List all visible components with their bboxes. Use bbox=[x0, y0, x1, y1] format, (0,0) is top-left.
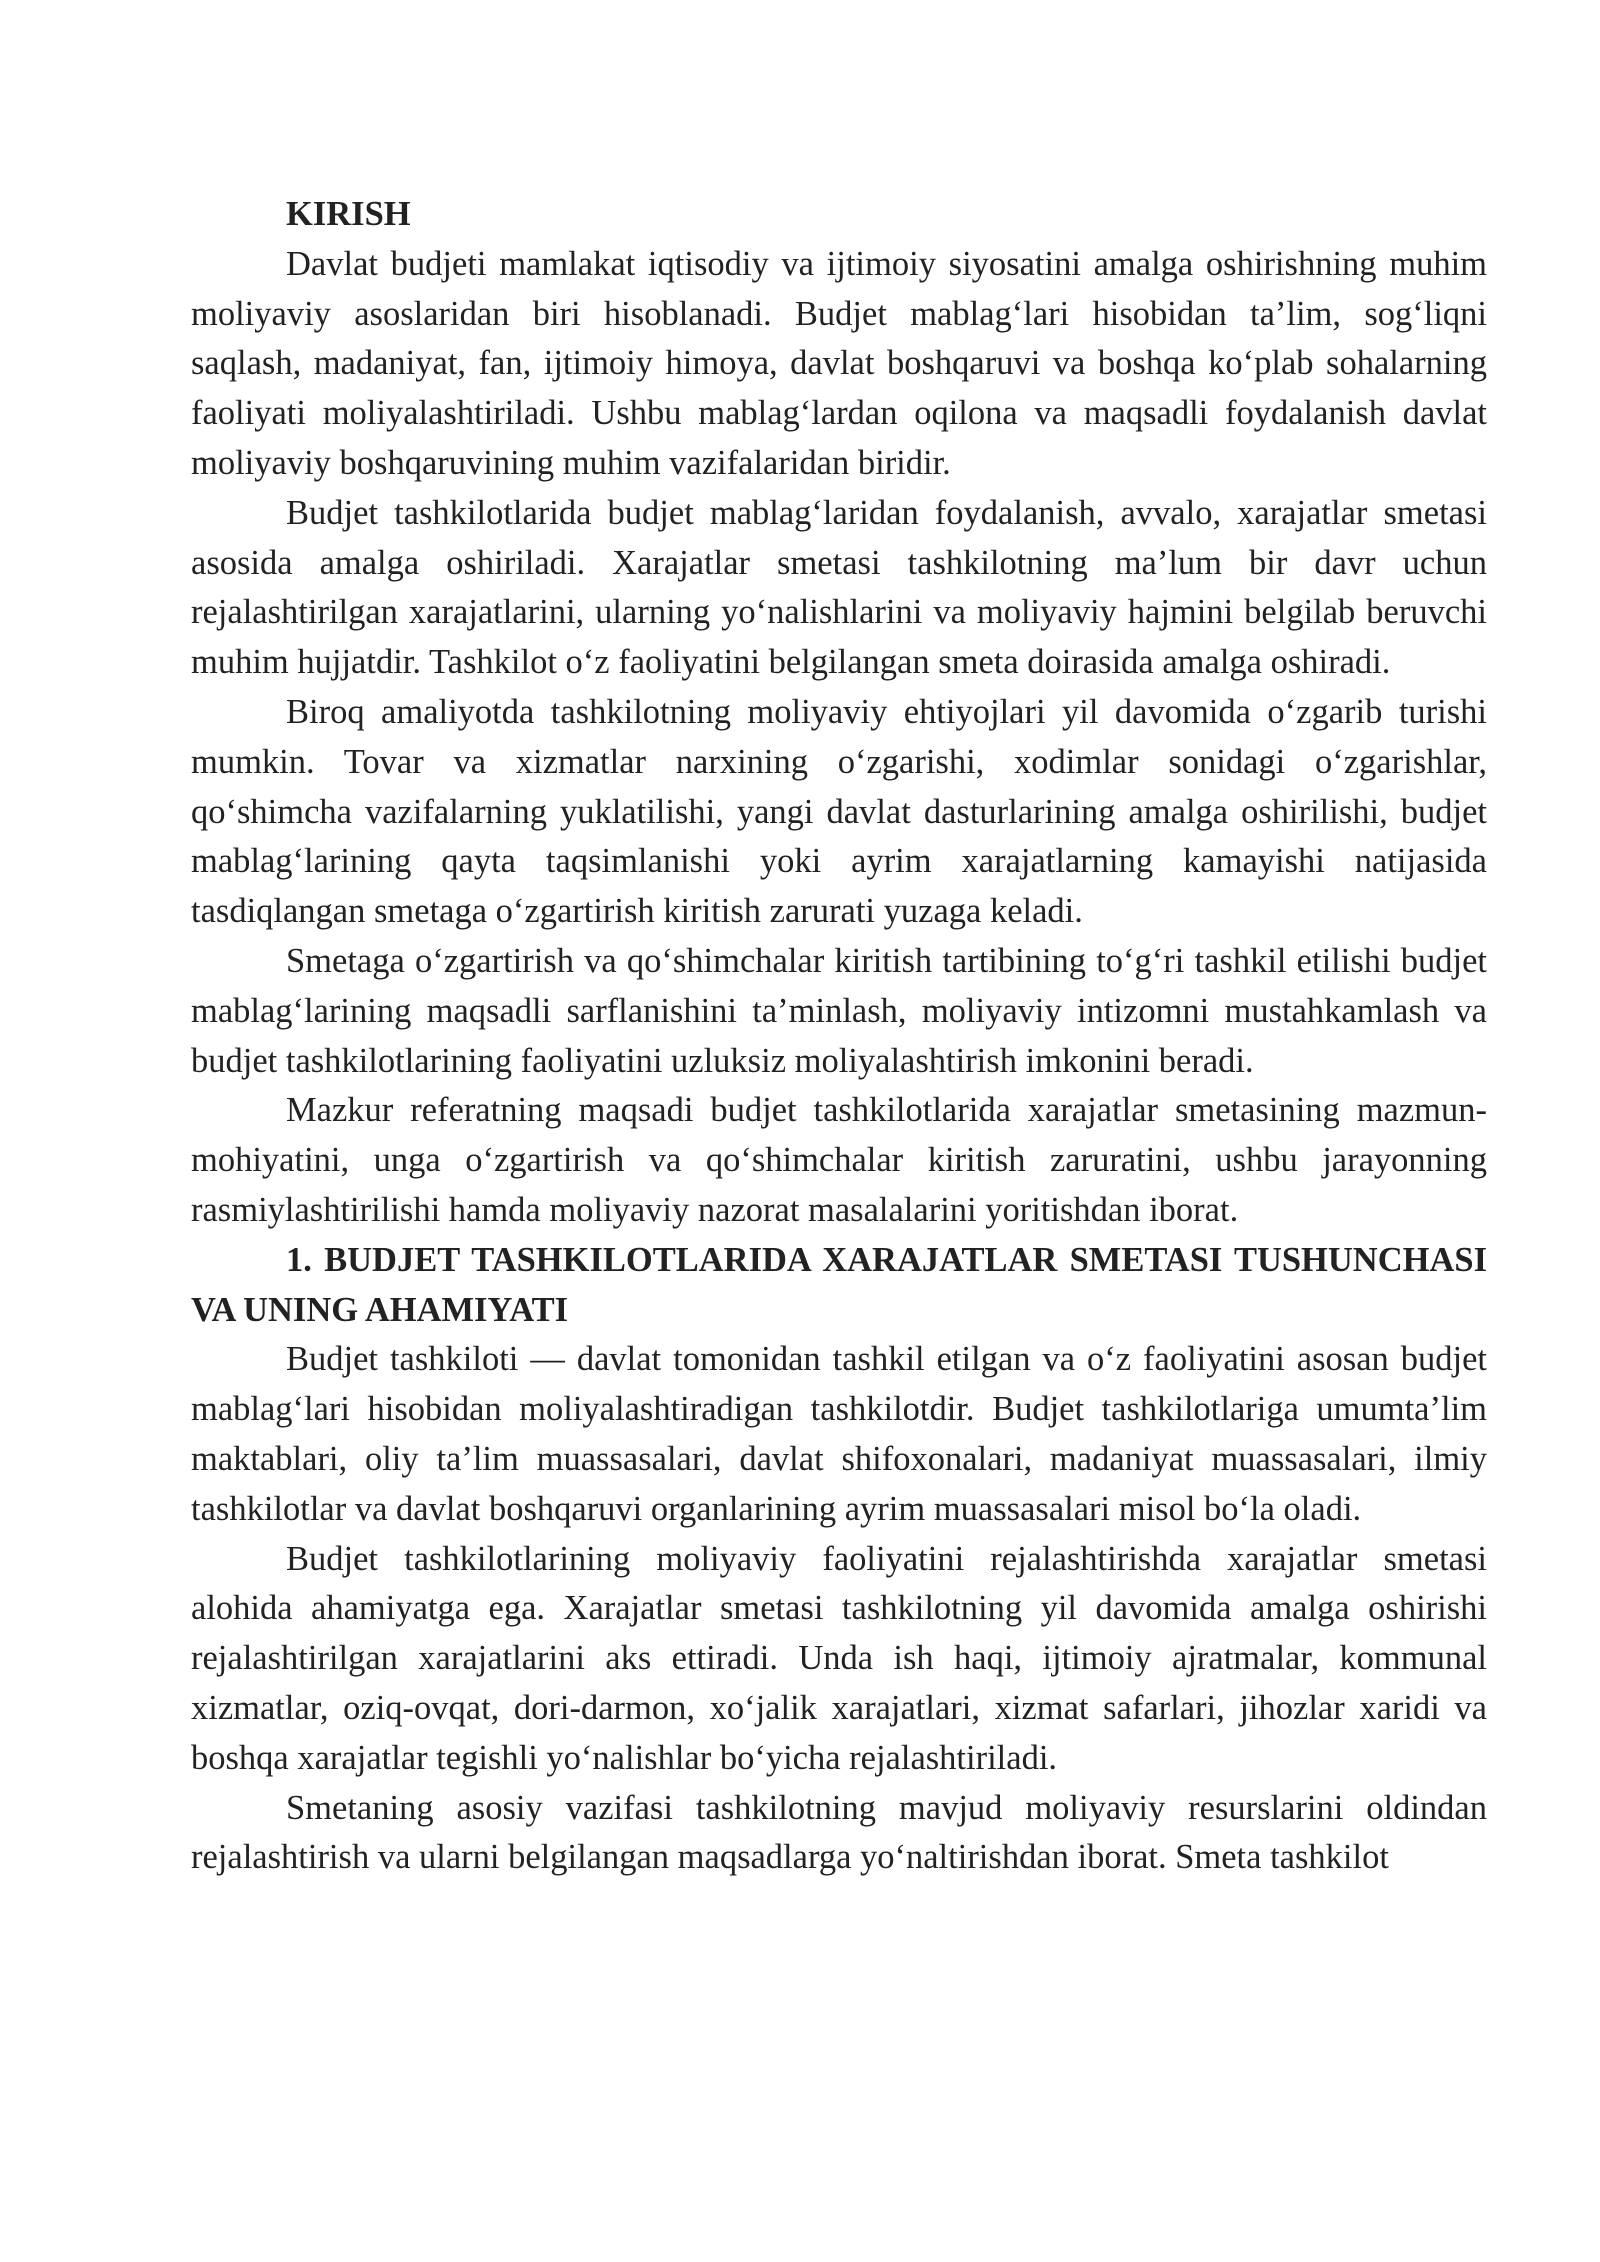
section-1-paragraph-3: Smetaning asosiy vazifasi tashkilotning mavjud moliyaviy resurslarini oldindan rejalashtirish va ularni belgilangan maqsadlarga yo‘naltirishdan iborat. Smeta tashkilot bbox=[191, 1788, 1487, 1877]
section-1-paragraph-1: Budjet tashkiloti — davlat tomonidan tashkil etilgan va o‘z faoliyatini asosan budjet mablag‘lari hisobidan moliyalashtiradigan tashkilotdir. Budjet tashkilotlariga umumta’lim maktablari, oliy ta’lim muassasalari, davlat shifoxonalari, madaniyat muassasalari, ilmiy tashkilotlar va davlat boshqaruvi organlarining ayrim muassasalari misol bo‘la oladi. bbox=[191, 1340, 1487, 1528]
intro-paragraph-1: Davlat budjeti mamlakat iqtisodiy va ijtimoiy siyosatini amalga oshirishning muhim moliyaviy asoslaridan biri hisoblanadi. Budjet mablag‘lari hisobidan ta’lim, sog‘liqni saqlash, madaniyat, fan, ijtimoiy himoya, davlat boshqaruvi va boshqa ko‘plab sohalarning faoliyati moliyalashtiriladi. Ushbu mablag‘lardan oqilona va maqsadli foydalanish davlat moliyaviy boshqaruvining muhim vazifalaridan biridir. bbox=[191, 244, 1487, 482]
intro-paragraph-4: Smetaga o‘zgartirish va qo‘shimchalar kiritish tartibining to‘g‘ri tashkil etilishi budjet mablag‘larining maqsadli sarflanishini ta’minlash, moliyaviy intizomni mustahkamlash va budjet tashkilotlarining faoliyatini uzluksiz moliyalashtirish imkonini beradi. bbox=[191, 941, 1487, 1080]
intro-heading: KIRISH bbox=[286, 195, 411, 233]
document-body bbox=[191, 190, 1487, 1883]
intro-paragraph-3: Biroq amaliyotda tashkilotning moliyaviy ehtiyojlari yil davomida o‘zgarib turishi mumkin. Tovar va xizmatlar narxining o‘zgarishi, xodimlar sonidagi o‘zgarishlar, qo‘shimcha vazifalarning yuklatilishi, yangi davlat dasturlarining amalga oshirilishi, budjet mablag‘larining qayta taqsimlanishi yoki ayrim xarajatlarning kamayishi natijasida tasdiqlangan smetaga o‘zgartirish kiritish zarurati yuzaga keladi. bbox=[191, 692, 1487, 931]
section-1-heading: 1. BUDJET TASHKILOTLARIDA XARAJATLAR SMETASI TUSHUNCHASI VA UNING AHAMIYATI bbox=[191, 1240, 1487, 1329]
section-1-paragraph-2: Budjet tashkilotlarining moliyaviy faoliyatini rejalashtirishda xarajatlar smetasi alohida ahamiyatga ega. Xarajatlar smetasi tashkilotning yil davomida amalga oshirishi rejalashtirilgan xarajatlarini aks ettiradi. Unda ish haqi, ijtimoiy ajratmalar, kommunal xizmatlar, oziq-ovqat, dori-darmon, xo‘jalik xarajatlari, xizmat safarlari, jihozlar xaridi va boshqa xarajatlar tegishli yo‘nalishlar bo‘yicha rejalashtiriladi. bbox=[191, 1539, 1487, 1777]
intro-paragraph-5: Mazkur referatning maqsadi budjet tashkilotlarida xarajatlar smetasining mazmun-mohiyatini, unga o‘zgartirish va qo‘shimchalar kiritish zaruratini, ushbu jarayonning rasmiylashtirilishi hamda moliyaviy nazorat masalalarini yoritishdan iborat. bbox=[191, 1091, 1487, 1229]
intro-paragraph-2: Budjet tashkilotlarida budjet mablag‘laridan foydalanish, avvalo, xarajatlar smetasi asosida amalga oshiriladi. Xarajatlar smetasi tashkilotning ma’lum bir davr uchun rejalashtirilgan xarajatlarini, ularning yo‘nalishlarini va moliyaviy hajmini belgilab beruvchi muhim hujjatdir. Tashkilot o‘z faoliyatini belgilangan smeta doirasida amalga oshiradi. bbox=[191, 493, 1487, 682]
